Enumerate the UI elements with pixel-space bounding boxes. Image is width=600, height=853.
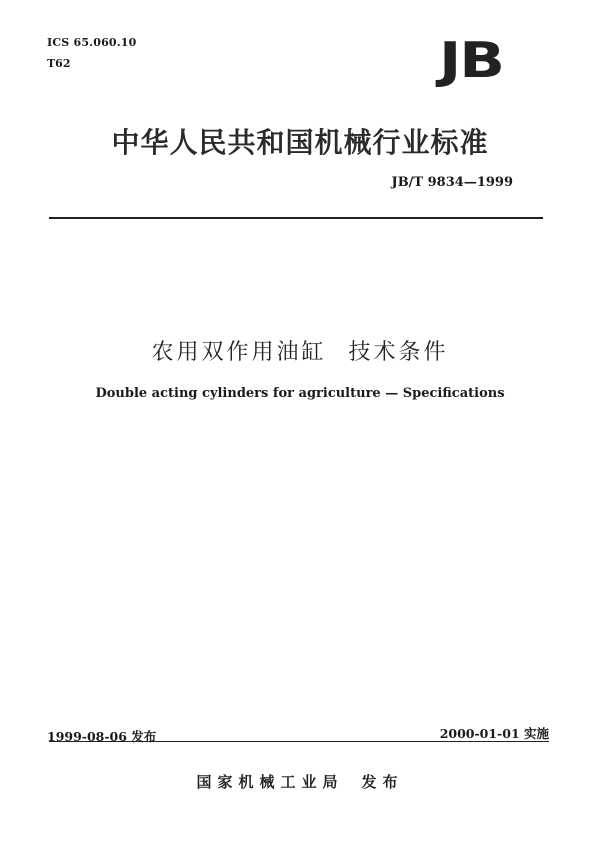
jb-logo: JB [438, 31, 503, 90]
document-title-english: Double acting cylinders for agriculture — Specifications [95, 386, 505, 401]
issuer-line [0, 771, 600, 792]
implementation-date: 2000-01-01 实施 [439, 726, 549, 741]
issuer-name: 国家机械工业局 [196, 773, 344, 791]
title-chinese-part2: 技术条件 [348, 340, 449, 365]
category-code: T62 [47, 57, 71, 70]
standard-number: JB/T 9834—1999 [391, 175, 513, 190]
header-divider [49, 217, 543, 219]
issue-date: 1999-08-06 发布 [47, 729, 157, 744]
footer-divider [49, 741, 549, 742]
ics-code: ICS 65.060.10 [47, 36, 137, 49]
title-chinese-part1: 农用双作用油缸 [151, 340, 327, 365]
standard-name: 中华人民共和国机械行业标准 [111, 126, 489, 159]
document-title-chinese [0, 335, 600, 366]
issuer-action: 发布 [361, 773, 404, 791]
